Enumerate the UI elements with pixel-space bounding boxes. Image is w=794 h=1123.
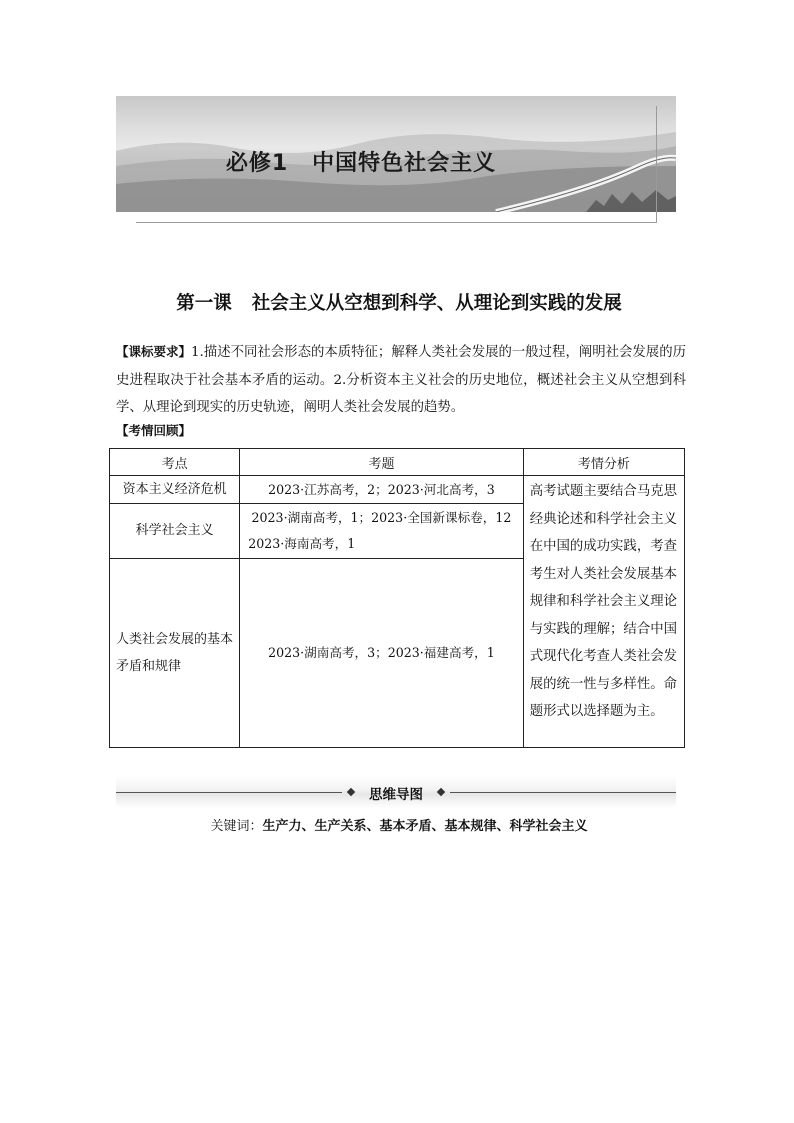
requirements-text: 1.描述不同社会形态的本质特征；解释人类社会发展的一般过程，阐明社会发展的历史进程取决于社会基本矛盾的运动。2.分析资本主义社会的历史地位，概述社会主义从空想到科学、从理论到现实的历史轨迹，阐明人类社会发展的趋势。 [116,345,686,415]
exam-questions [240,504,523,559]
exam-questions-line: 2023·海南高考，1 [248,536,356,551]
table-row [110,476,685,504]
table-header-row [110,449,685,476]
header-questions: 考题 [240,449,523,476]
exam-questions: 2023·江苏高考，2；2023·河北高考，3 [240,476,523,504]
module-number: 必修1 [225,151,289,176]
module-name: 中国特色社会主义 [312,151,497,176]
curriculum-requirements [116,338,686,422]
exam-review-table [109,448,685,748]
lesson-name: 社会主义从空想到科学、从理论到实践的发展 [251,293,622,314]
exam-analysis: 高考试题主要结合马克思经典论述和科学社会主义在中国的成功实践，考查考生对人类社会发展基本规律和科学社会主义理论与实践的理解；结合中国式现代化考查人类社会发展的统一性与多样性。命题形式以选择题为主。 [523,476,684,748]
lesson-number: 第一课 [176,293,232,314]
keywords-label: 关键词： [210,819,263,834]
mindmap-title: 思维导图 [369,787,423,803]
keywords-line [116,815,682,834]
exam-questions-line: 2023·湖南高考，1；2023·全国新课标卷，12 [251,510,512,525]
header-points: 考点 [110,449,240,476]
keywords-value: 生产力、生产关系、基本矛盾、基本规律、科学社会主义 [262,819,588,834]
requirements-label: 【课标要求】 [116,344,192,359]
exam-point: 资本主义经济危机 [110,476,240,504]
mindmap-header [116,776,676,808]
exam-point: 科学社会主义 [110,504,240,559]
module-title [116,146,606,177]
lesson-title [116,289,682,315]
exam-point: 人类社会发展的基本矛盾和规律 [110,559,240,748]
exam-review-label: 【考情回顾】 [116,423,192,438]
header-analysis: 考情分析 [523,449,684,476]
exam-questions: 2023·湖南高考，3；2023·福建高考，1 [240,559,523,748]
